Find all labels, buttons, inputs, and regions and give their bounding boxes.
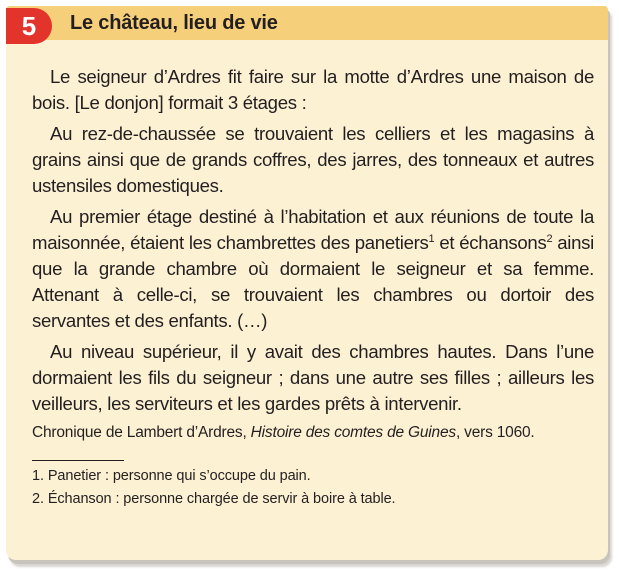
document-title: Le château, lieu de vie bbox=[70, 12, 278, 34]
document-card bbox=[6, 6, 608, 560]
header-band bbox=[6, 6, 608, 40]
footnote-ref-2: 2 bbox=[546, 233, 553, 245]
paragraph-first-floor bbox=[32, 204, 594, 334]
footnote-1: 1. Panetier : personne qui s’occupe du pain. bbox=[32, 468, 311, 484]
source-prefix: Chronique de Lambert d’Ardres, bbox=[32, 424, 251, 441]
paragraph-ground-floor: Au rez-de-chaussée se trouvaient les celliers et les magasins à grains ainsi que de grands coffres, des jarres, des tonneaux et autres ustensiles domestiques. bbox=[32, 123, 594, 196]
source-citation bbox=[32, 422, 594, 444]
paragraph-first-floor-part3: ainsi que la grande chambre où dormaient le seigneur et sa femme. Attenant à celle-ci, se trouvaient les chambres ou dortoir des servantes et des enfants. (…) bbox=[32, 232, 595, 331]
footnote-divider bbox=[32, 460, 124, 461]
paragraph-first-floor-part2: et échansons bbox=[434, 232, 547, 253]
section-number-badge: 5 bbox=[6, 8, 52, 44]
paragraph-first-floor-part1: Au premier étage destiné à l’habitation et aux réunions de toute la maisonnée, étaient les chambrettes des panetiers bbox=[32, 206, 594, 253]
source-suffix: , vers 1060. bbox=[455, 424, 535, 441]
footnote-2: 2. Échanson : personne chargée de servir à boire à table. bbox=[32, 491, 396, 507]
source-work-title: Histoire des comtes de Guines bbox=[250, 424, 456, 441]
paragraph-intro: Le seigneur d’Ardres fit faire sur la motte d’Ardres une maison de bois. [Le donjon] formait 3 étages : bbox=[32, 66, 594, 113]
footnote-ref-1: 1 bbox=[428, 233, 435, 245]
document-body bbox=[32, 64, 594, 511]
paragraph-upper-floor: Au niveau supérieur, il y avait des chambres hautes. Dans l’une dormaient les fils du seigneur ; dans une autre ses filles ; ailleurs les veilleurs, les serviteurs et les gardes prêts à intervenir. bbox=[32, 341, 594, 414]
